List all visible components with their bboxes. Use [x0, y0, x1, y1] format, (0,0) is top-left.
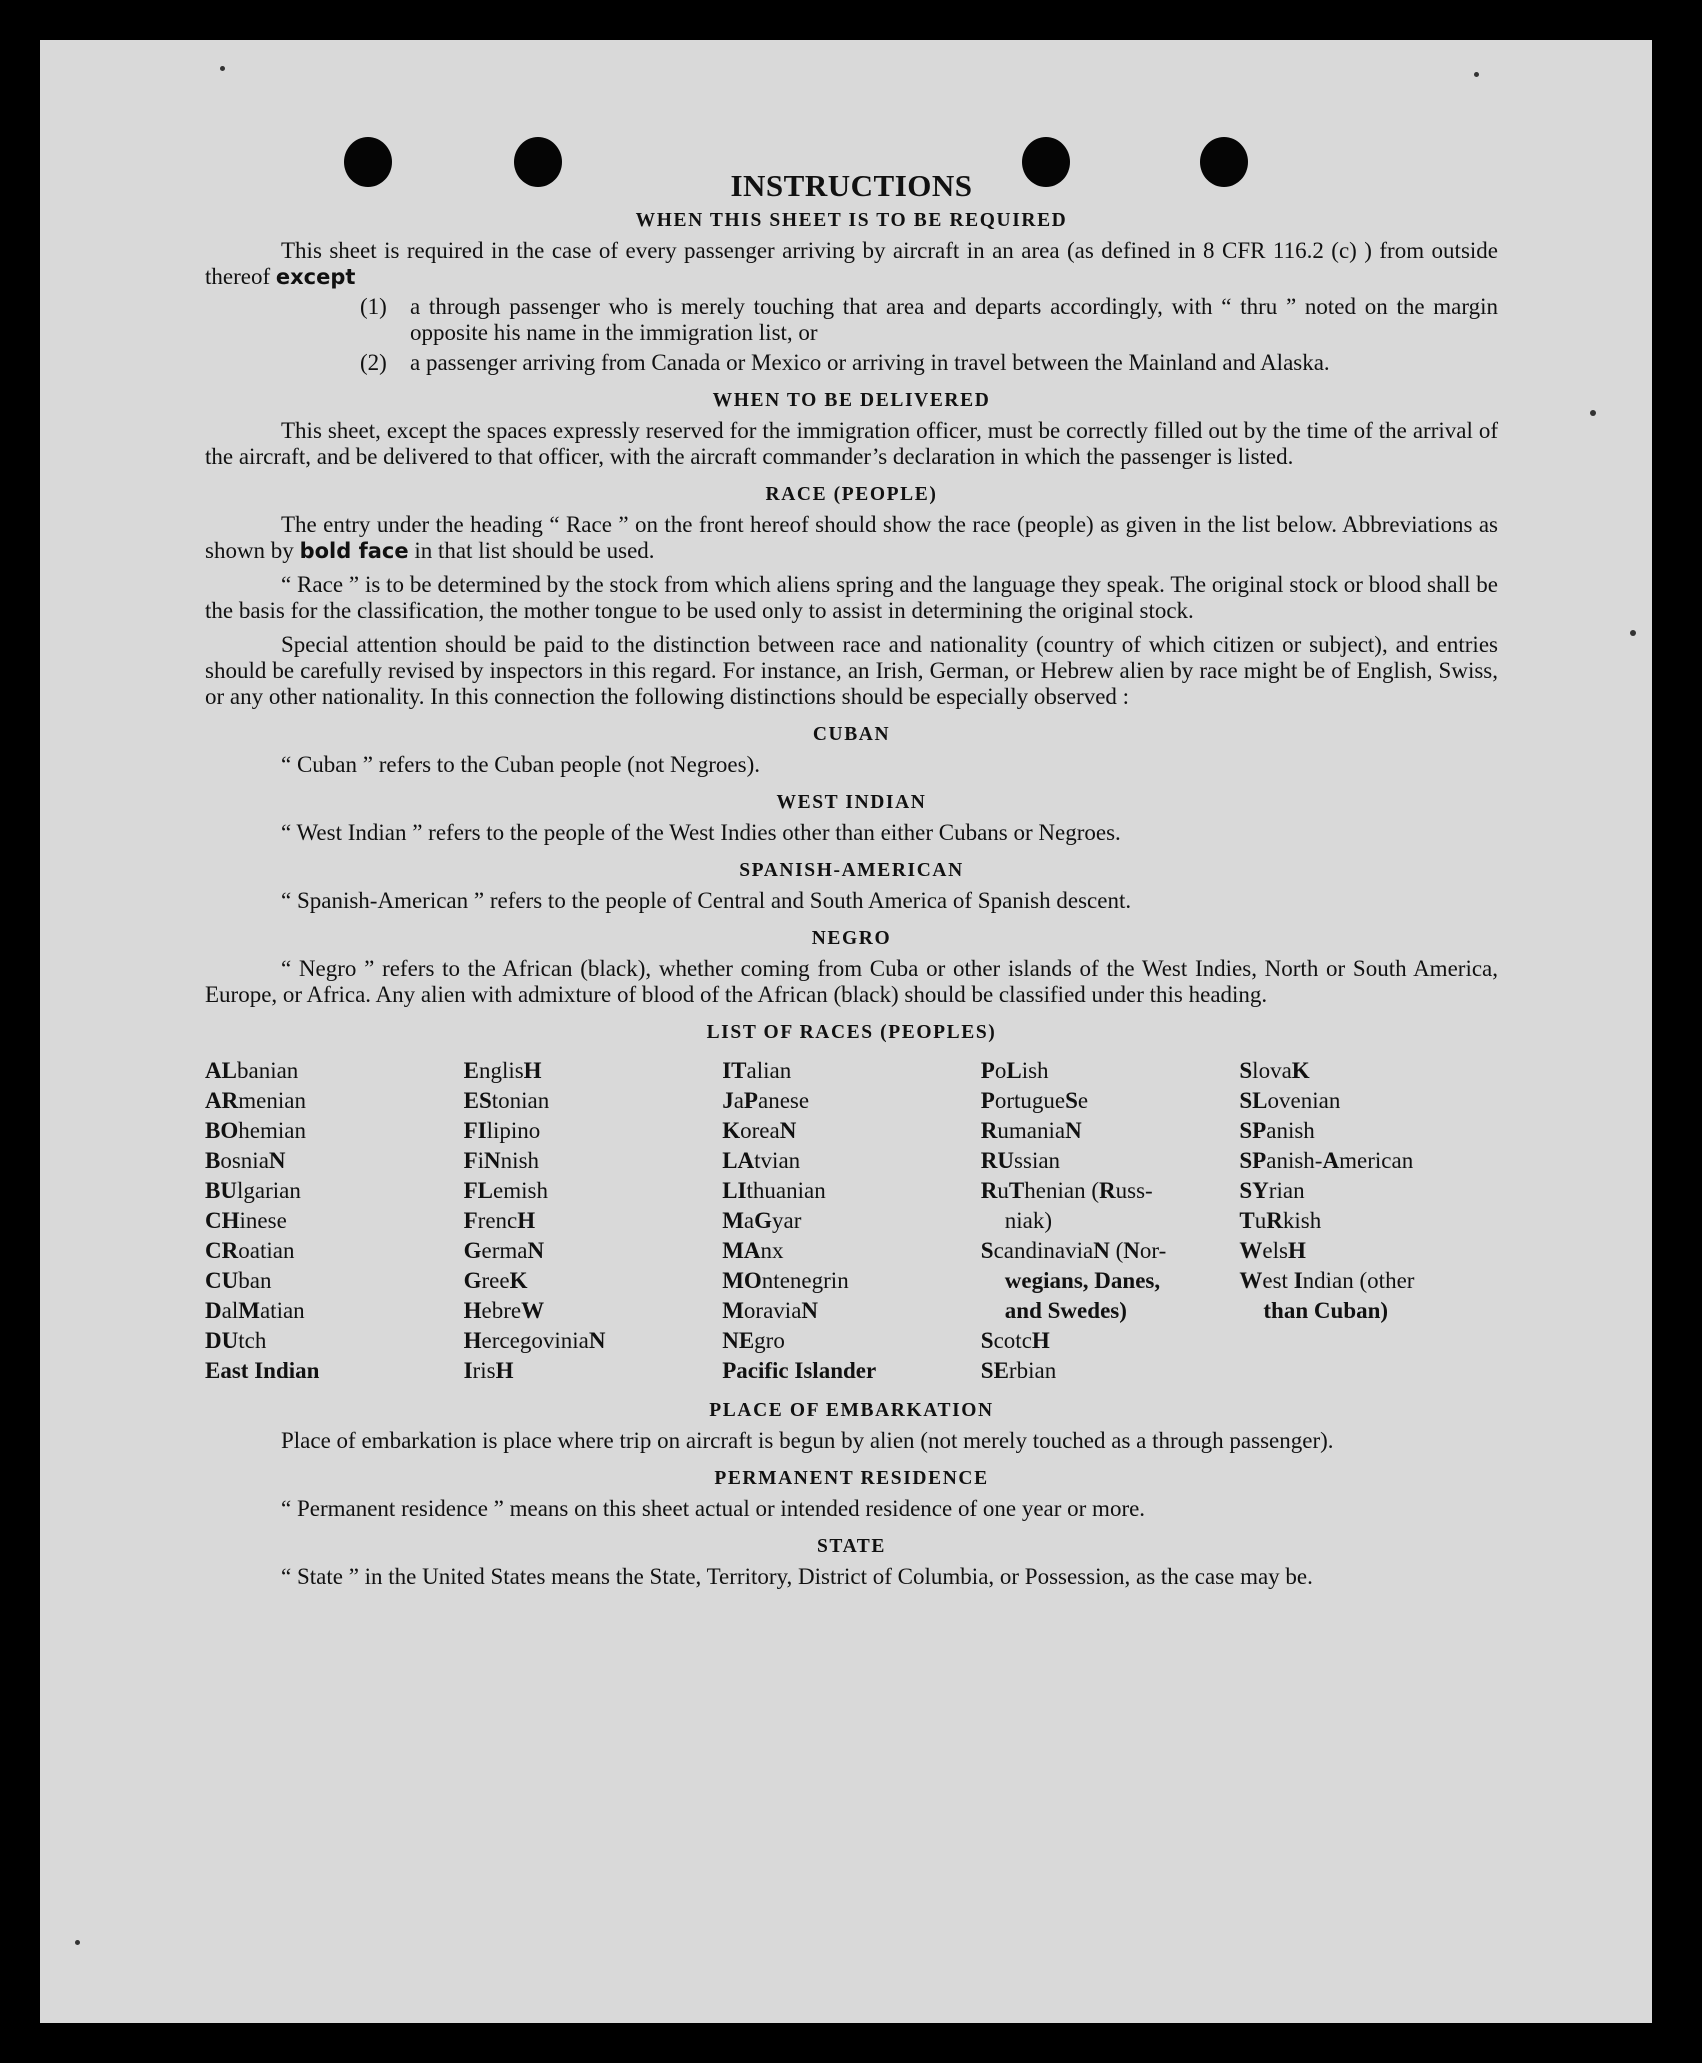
race-entry: CUban [205, 1268, 272, 1293]
dust-speck [1590, 410, 1596, 416]
race-entry: FrencH [463, 1208, 536, 1233]
race-entry: ScotcH [980, 1328, 1050, 1353]
race-entry: MOntenegrin [722, 1268, 849, 1293]
west-indian-text: “ West Indian ” refers to the people of the West Indies other than either Cubans or Negroes. [281, 820, 1121, 845]
cuban-text: “ Cuban ” refers to the Cuban people (not Negroes). [281, 752, 761, 777]
race-column [1239, 1056, 1498, 1386]
race-entry: BOhemian [205, 1118, 306, 1143]
race-entry: FiNnish [463, 1148, 540, 1173]
race-entry: GermaN [463, 1238, 545, 1263]
heading-when-delivered: WHEN TO BE DELIVERED [712, 390, 991, 411]
race-paragraph-3: Special attention should be paid to the distinction between race and nationality (country of which citizen or subject), and entries should be carefully revised by inspectors in this regard. For instance, an Irish, German, or Hebrew alien by race might be of English, Swiss, or any other nationality. In this connection the following distinctions should be especially observed : [205, 632, 1498, 709]
race-entry: PortugueSe [980, 1088, 1089, 1113]
exception-item: (2) a passenger arriving from Canada or Mexico or arriving in travel between the Mainland and Alaska. [360, 350, 1330, 375]
heading-negro: NEGRO [811, 928, 892, 949]
race-entry: BosniaN [205, 1148, 286, 1173]
race-entry: FLemish [463, 1178, 548, 1203]
race-entry: niak) [1004, 1208, 1053, 1233]
race-entry: SYrian [1239, 1178, 1305, 1203]
race-entry: RuThenian (Russ- [980, 1178, 1153, 1203]
race-entry: ScandinaviaN (Nor- [980, 1238, 1167, 1263]
permanent-residence-text: “ Permanent residence ” means on this sheet actual or intended residence of one year or more. [281, 1496, 1146, 1521]
race-column [981, 1056, 1240, 1386]
when-required-intro: This sheet is required in the case of every passenger arriving by aircraft in an area (as defined in 8 CFR 116.2 (c) ) from outside thereof except [205, 238, 1498, 289]
race-entry: HercegoviniaN [463, 1328, 606, 1353]
race-entry: WelsH [1239, 1238, 1306, 1263]
race-column [205, 1056, 464, 1386]
exception-item: (1) a through passenger who is merely touching that area and departs accordingly, with “ thru ” noted on the margin opposite his name in the immigration list, or [360, 294, 1498, 345]
race-entry: SLovenian [1239, 1088, 1341, 1113]
dust-speck [220, 66, 225, 71]
race-entry: ITalian [722, 1058, 792, 1083]
when-delivered-text: This sheet, except the spaces expressly reserved for the immigration officer, must be correctly filled out by the time of the arrival of the aircraft, and be delivered to that officer, with the aircraft commander’s declaration in which the passenger is listed. [205, 418, 1498, 469]
race-entry: HebreW [463, 1298, 545, 1323]
dust-speck [75, 1940, 80, 1945]
race-entry: EnglisH [463, 1058, 542, 1083]
race-entry: JaPanese [722, 1088, 810, 1113]
race-entry: East Indian [205, 1358, 320, 1383]
spanish-american-text: “ Spanish-American ” refers to the people of Central and South America of Spanish descent. [281, 888, 1132, 913]
instructions-content [205, 168, 1498, 1590]
race-entry: BUlgarian [205, 1178, 301, 1203]
race-entry: FIlipino [463, 1118, 541, 1143]
race-entry: GreeK [463, 1268, 528, 1293]
race-entry: KoreaN [722, 1118, 797, 1143]
heading-when-required: WHEN THIS SHEET IS TO BE REQUIRED [635, 210, 1068, 231]
dust-speck [1630, 630, 1636, 636]
race-paragraph-2: “ Race ” is to be determined by the stock from which aliens spring and the language they speak. The original stock or blood shall be the basis for the classification, the mother tongue to be used only to assist in determining the original stock. [205, 572, 1498, 623]
heading-state: STATE [816, 1536, 887, 1557]
race-entry: CHinese [205, 1208, 287, 1233]
race-entry: EStonian [463, 1088, 550, 1113]
race-entry: SlovaK [1239, 1058, 1310, 1083]
race-entry: RUssian [980, 1148, 1061, 1173]
race-paragraph-1: The entry under the heading “ Race ” on the front hereof should show the race (people) as given in the list below. Abbreviations as shown by bold face in that list should be used. [205, 512, 1498, 563]
heading-permanent-residence: PERMANENT RESIDENCE [714, 1468, 989, 1489]
heading-race: RACE (PEOPLE) [765, 484, 938, 505]
race-entry: NEgro [722, 1328, 785, 1353]
race-entry: MoraviaN [722, 1298, 819, 1323]
race-entry: DUtch [205, 1328, 267, 1353]
heading-embarkation: PLACE OF EMBARKATION [709, 1400, 994, 1421]
embarkation-text: Place of embarkation is place where trip on aircraft is begun by alien (not merely touched as a through passenger). [281, 1428, 1334, 1453]
race-entry: SPanish [1239, 1118, 1315, 1143]
race-entry: CRoatian [205, 1238, 295, 1263]
race-entry: IrisH [463, 1358, 514, 1383]
race-entry: SPanish-American [1239, 1148, 1414, 1173]
heading-west-indian: WEST INDIAN [776, 792, 927, 813]
heading-cuban: CUBAN [812, 724, 891, 745]
race-entry: LIthuanian [722, 1178, 826, 1203]
page-title: INSTRUCTIONS [730, 168, 973, 203]
race-list [205, 1056, 1498, 1386]
heading-list-of-races: LIST OF RACES (PEOPLES) [706, 1022, 997, 1043]
race-entry: and Swedes) [1004, 1298, 1127, 1323]
race-entry: MAnx [722, 1238, 784, 1263]
race-entry: than Cuban) [1263, 1298, 1389, 1323]
race-entry: Pacific Islander [722, 1358, 877, 1383]
race-entry: TuRkish [1239, 1208, 1322, 1233]
race-entry: LAtvian [722, 1148, 801, 1173]
race-entry: ALbanian [205, 1058, 299, 1083]
race-entry: ARmenian [205, 1088, 306, 1113]
race-column [464, 1056, 723, 1386]
race-entry: West Indian (other [1239, 1268, 1415, 1293]
race-entry: RumaniaN [980, 1118, 1082, 1143]
race-entry: PoLish [980, 1058, 1049, 1083]
race-entry: SErbian [980, 1358, 1057, 1383]
race-column [722, 1056, 981, 1386]
dust-speck [1474, 72, 1479, 77]
race-entry: wegians, Danes, [1004, 1268, 1161, 1293]
race-entry: MaGyar [722, 1208, 802, 1233]
race-entry: DalMatian [205, 1298, 305, 1323]
negro-text: “ Negro ” refers to the African (black), whether coming from Cuba or other islands of the West Indies, North or South America, Europe, or Africa. Any alien with admixture of blood of the African (black) should be classified under this heading. [205, 956, 1498, 1007]
state-text: “ State ” in the United States means the State, Territory, District of Columbia, or Possession, as the case may be. [281, 1564, 1313, 1589]
heading-spanish-american: SPANISH-AMERICAN [739, 860, 964, 881]
